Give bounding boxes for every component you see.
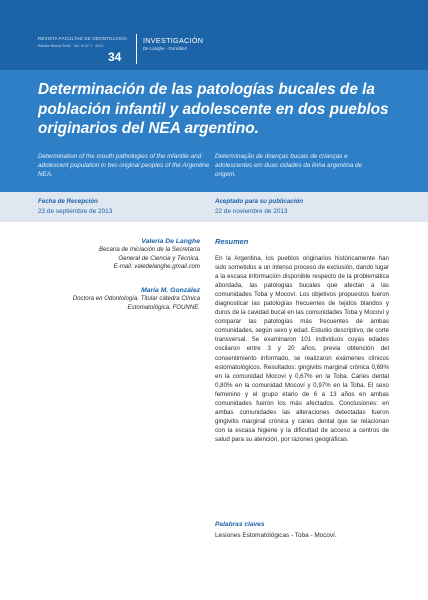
abstract-heading: Resumen [215, 237, 249, 246]
article-title: Determinación de las patologías bucales de la población infantil y adolescente en dos pueblos originarios del NEA argentino. [38, 81, 389, 137]
author-block [38, 286, 200, 312]
header-divider [136, 34, 137, 64]
received-label: Fecha de Recepción [38, 198, 98, 205]
dates-bar [0, 192, 428, 222]
journal-bar [0, 0, 428, 70]
journal-meta: Edición Nueva Serie · Vol. VI N° 1 · 2013 [38, 44, 104, 48]
keywords-text: Lesiones Estomatológicas - Toba - Mocoví. [215, 532, 337, 539]
author-name: Valeria De Langhe [141, 238, 200, 245]
accepted-date: 22 de noviembre de 2013 [215, 208, 288, 215]
author-email[interactable]: E-mail: valedelanghe.gmail.com [113, 263, 200, 271]
received-date: 23 de septiembre de 2013 [38, 208, 113, 215]
journal-name: REVISTA FACULTAD DE ODONTOLOGÍA [38, 36, 128, 41]
author-affiliation: Becaria de Iniciación de la Secretaría [99, 246, 200, 253]
accepted-label: Aceptado para su publicación [215, 198, 304, 205]
author-affiliation: General de Ciencia y Técnica. [118, 254, 200, 262]
author-block [38, 237, 200, 272]
title-english: Determination of the mouth pathologies of the infantile and adolescent population in two original peoples of the Argentine NEA. [38, 153, 210, 178]
abstract-text: En la Argentina, los pueblos originarios históricamente han sido sometidos a un intenso proceso de exclusión, dando lugar a la escasa información disponible respecto de la problemática abordada, las patologías bucales que afectan a las comunidades Toba y Mocoví. Los objetivos propuestos fueron diagnosticar las patologías frecuentes de tejidos blandos y duros de la cavidad bucal en las comunidades Toba y Mocoví y comparar las patologías más frecuentes de ambas comunidades, según sexo y edad. Estudio descriptivo, de corte transversal. Se examinaron 101 individuos cuyas edades oscilaron entre 3 y 20 años, previa obtención del consentimiento informado, se realizaron exámenes clínicos estomatológicos. Resultados: gingivitis marginal crónica 0,69% en la comunidad Mocoví y 0,67% en la Toba. Caries dental 0,80% en la comunidad Mocoví y 0,97% en la Toba. El sexo femenino y el grupo etario de 6 a 13 años en ambas comunidades fueron los más afectados. Conclusiones: en ambas comunidades las alteraciones detectadas fueron gingivitis marginal crónica y caries dental que se relacionan con la escasa higiene y la dificultad de acceso a centros de salud para su atención, por razones geográficas. [215, 255, 389, 443]
section-label: INVESTIGACIÓN [143, 36, 204, 45]
author-name: María M. González [141, 287, 200, 294]
author-affiliation: Estomatológica. FOUNNE. [127, 303, 200, 311]
title-portuguese: Determinação de doenças bucais de crianças e adolescentes em duas cidades da linha argentina de origem. [215, 153, 363, 178]
author-affiliation: Doctora en Odontología. Titular cátedra Clínica [72, 295, 200, 302]
section-authors: De Langhe - González [143, 46, 187, 51]
keywords-heading: Palabras claves [215, 521, 265, 528]
issue-number: 34 [108, 50, 122, 64]
